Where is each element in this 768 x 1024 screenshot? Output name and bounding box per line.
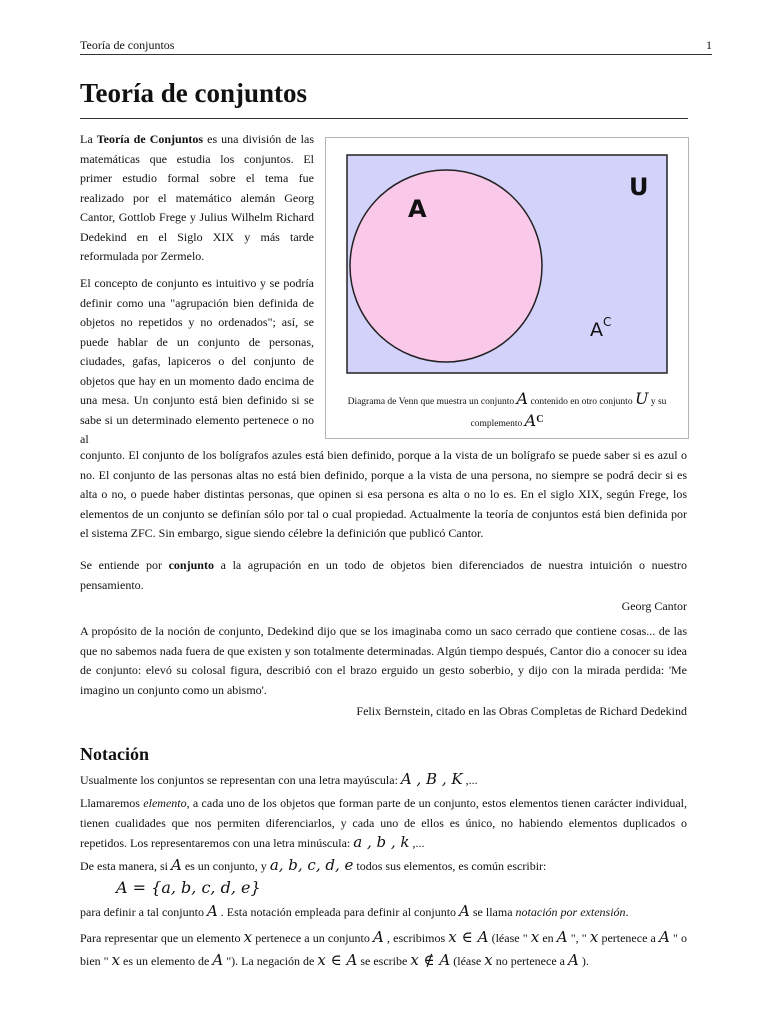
quote-cantor-attribution: Georg Cantor (621, 599, 687, 613)
quote-dedekind: A propósito de la noción de conjunto, Dedekind dijo que se los imaginaba como un saco cerrado que contiene cosas... de las que no sabemos nada fuera de que existen y son totalmente determinadas. Algún tiempo después, Cantor dio a conocer su idea de conjunto: elevó su colosal figura, describió con el brazo erguido un gesto soberbio, y dijo con la mirada perdida: 'Me imagino un conjunto como un abismo'. (80, 624, 687, 697)
complement-superscript: C (603, 315, 612, 329)
title-rule (80, 118, 688, 119)
notation-sentence-1: Usualmente los conjuntos se representan con una letra mayúscula: A , B , K ,... (80, 770, 478, 788)
complement-label: A (590, 319, 603, 341)
intro-paragraph-1: La Teoría de Conjuntos es una división de las matemáticas que estudia los conjuntos. El primer estudio formal sobre el tema fue realizado por el matemático alemán Georg Cantor, Gottlob Frege y Julius Wilhelm Richard Dedekind en el Siglo XIX y más tarde reformulada por Zermelo. (80, 132, 315, 263)
notation-sentence-5: Para representar que un elemento x pertenece a un conjunto A , escribimos x ∈ A (léase " x en A ", " x pertenece a A " o bien " x es un elemento de A "). La negación de x ∈ A se escribe x ∉ A (léase x no pertenece a A ). (80, 928, 688, 969)
set-a-label: A (408, 195, 427, 223)
bold-term: Teoría de Conjuntos (96, 132, 204, 146)
page-number: 1 (706, 38, 712, 52)
venn-figure (325, 137, 689, 439)
notation-sentence-2: Llamaremos elemento, a cada uno de los objetos que forman parte de un conjunto, estos elementos tienen carácter individual, tienen cualidades que nos permiten diferenciarlos, y cada uno de ellos es único, no habiendo elementos duplicados o repetidos. Los representaremos con una letra minúscula: a , b , k ,... (80, 796, 688, 851)
set-a-circle (350, 170, 542, 362)
quote-dedekind-attribution: Felix Bernstein, citado en las Obras Completas de Richard Dedekind (356, 704, 687, 718)
running-header (80, 36, 712, 55)
notation-sentence-4: para definir a tal conjunto A . Esta notación empleada para definir al conjunto A se llama notación por extensión. (80, 902, 629, 920)
formula-extension: A = {a, b, c, d, e} (116, 878, 261, 897)
notation-sentence-3: De esta manera, si A es un conjunto, y a, b, c, d, e todos sus elementos, es común escribir: (80, 856, 547, 874)
venn-diagram (326, 138, 688, 388)
section-heading-notacion: Notación (80, 744, 149, 764)
running-title: Teoría de conjuntos (80, 38, 175, 52)
universe-label: U (629, 173, 649, 201)
intro-paragraph-2a: El concepto de conjunto es intuitivo y se podría definir como una "agrupación bien definida de objetos no repetidos y no ordenados"; así, se puede hablar de un conjunto de personas, ciudades, gafas, lapiceros o del conjunto de objetos que hay en un momento dado encima de una mesa. Un conjunto está bien definido si se sabe si un determinado elemento pertenece o no al (80, 276, 314, 446)
quote-cantor: Se entiende por conjunto a la agrupación en un todo de objetos bien diferenciados de nuestra intuición o nuestro pensamiento. (80, 558, 687, 592)
intro-paragraph-2b: conjunto. El conjunto de los bolígrafos azules está bien definido, porque a la vista de un bolígrafo se puede saber si es azul o no. El conjunto de las personas altas no está bien definido, porque a la vista de una persona, no siempre se podrá decir si es alta o no, o puede haber distintas personas, que opinen si esa persona es alta o no lo es. En el siglo XIX, según Frege, los elementos de un conjunto se definían sólo por tal o cual propiedad. Actualmente la teoría de conjuntos está bien definida por el sistema ZFC. Sin embargo, sigue siendo célebre la definición que publicó Cantor. (80, 448, 687, 540)
figure-caption: Diagrama de Venn que muestra un conjunto A contenido en otro conjunto U y su complemento $A^C$ (347, 389, 667, 431)
page-title: Teoría de conjuntos (80, 78, 308, 108)
